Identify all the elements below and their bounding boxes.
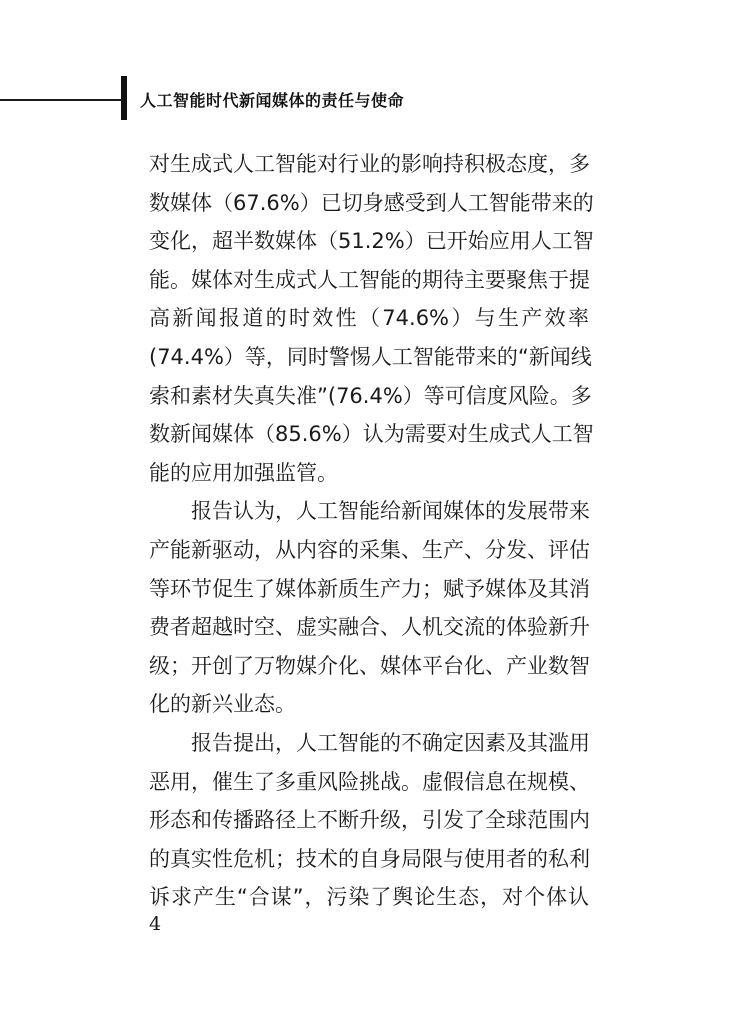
text-line: 对生成式人工智能对行业的影响持积极态度，多 — [149, 152, 590, 176]
text-line: 数媒体（67.6%）已切身感受到人工智能带来的 — [149, 190, 594, 215]
text-line: 等环节促生了媒体新质生产力；赋予媒体及其消 — [149, 576, 590, 601]
text-line: 索和素材失真失准”(76.4%）等可信度风险。多 — [149, 383, 592, 408]
body-text — [149, 145, 594, 917]
text-line: 化的新兴业态。 — [149, 692, 296, 717]
page-number: 4 — [149, 913, 162, 935]
text-line: 费者超越时空、虚实融合、人机交流的体验新升 — [149, 615, 590, 640]
text-line: 恶用，催生了多重风险挑战。虚假信息在规模、 — [149, 769, 590, 794]
text-line: 级；开创了万物媒介化、媒体平台化、产业数智 — [149, 653, 590, 678]
text-line: 报告认为，人工智能给新闻媒体的发展带来 — [191, 499, 590, 524]
text-line: 能的应用加强监管。 — [149, 460, 338, 485]
running-header-title: 人工智能时代新闻媒体的责任与使命 — [140, 91, 405, 110]
header-bar — [121, 76, 127, 120]
text-line: 诉求产生“合谋”，污染了舆论生态，对个体认 — [149, 885, 589, 910]
text-line: (74.4%）等，同时警惕人工智能带来的“新闻线 — [149, 344, 592, 369]
text-line: 数新闻媒体（85.6%）认为需要对生成式人工智 — [149, 422, 594, 447]
text-line: 产能新驱动，从内容的采集、生产、分发、评估 — [149, 537, 590, 562]
text-line: 报告提出，人工智能的不确定因素及其滥用 — [191, 730, 590, 755]
text-line: 高新闻报道的时效性（74.6%）与生产效率 — [149, 306, 589, 331]
text-line: 形态和传播路径上不断升级，引发了全球范围内 — [149, 808, 590, 833]
text-line: 变化，超半数媒体（51.2%）已开始应用人工智 — [149, 229, 594, 254]
text-line: 的真实性危机；技术的自身局限与使用者的私利 — [149, 846, 590, 871]
text-line: 能。媒体对生成式人工智能的期待主要聚焦于提 — [149, 267, 590, 292]
header-rule — [0, 99, 121, 101]
